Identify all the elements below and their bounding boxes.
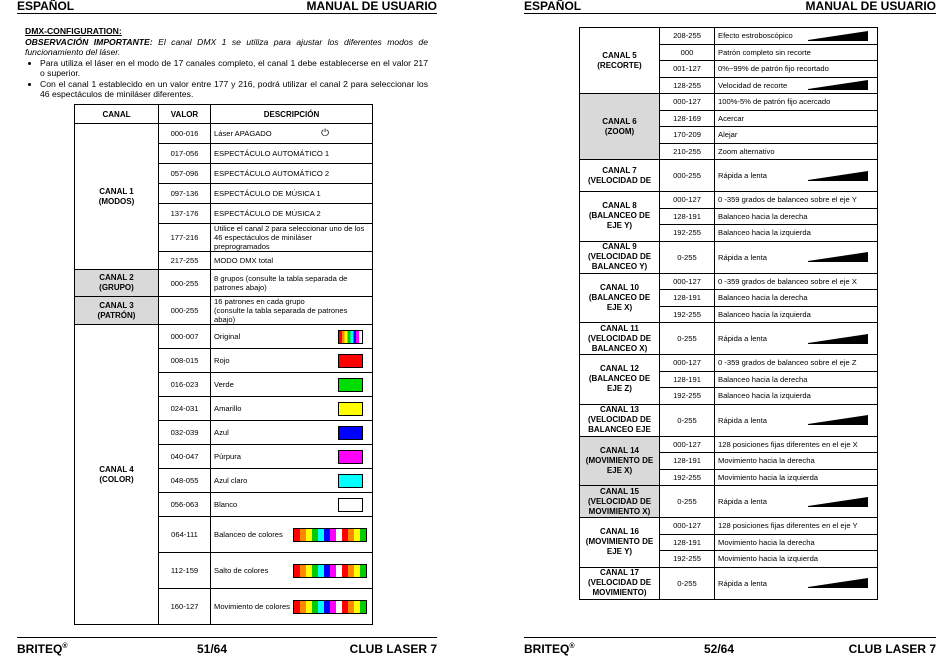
channel-name: CANAL 1 (MODOS) (75, 124, 159, 270)
description (718, 195, 874, 204)
color-swatch-icon (338, 354, 363, 368)
description (718, 375, 874, 384)
dmx-table-left (74, 104, 373, 625)
value-range: 000 (660, 44, 715, 61)
value-range: 192-255 (660, 469, 715, 486)
description (214, 564, 369, 578)
color-swatch-icon (338, 498, 363, 512)
description-cell (211, 204, 373, 224)
value-range: 128-169 (660, 110, 715, 127)
description-text: Balanceo hacia la derecha (718, 211, 808, 221)
description-cell (715, 518, 878, 535)
value-range: 000-127 (660, 355, 715, 372)
important-note (25, 37, 428, 58)
description-cell (715, 77, 878, 94)
description-cell (715, 404, 878, 436)
description-cell (211, 325, 373, 349)
description (718, 130, 874, 139)
description-cell (715, 453, 878, 470)
color-swatch-icon (338, 378, 363, 392)
description (718, 147, 874, 156)
description-cell (211, 252, 373, 270)
description (214, 169, 369, 178)
color-strip-icon (293, 600, 367, 614)
description-text: Verde (214, 380, 234, 389)
description (718, 252, 874, 262)
description (214, 189, 369, 198)
description-cell (211, 184, 373, 204)
value-range: 217-255 (159, 252, 211, 270)
column-header: DESCRIPCIÓN (211, 105, 373, 124)
description-text: Amarillo (214, 404, 242, 413)
speed-ramp-icon (808, 31, 868, 41)
description (718, 456, 874, 465)
value-range: 000-127 (660, 192, 715, 209)
note-label: OBSERVACIÓN IMPORTANTE: (25, 36, 153, 47)
description-text: Rápida a lenta (718, 252, 767, 262)
description-cell (715, 208, 878, 225)
channel-name: CANAL 17 (VELOCIDAD DE MOVIMIENTO) (580, 567, 660, 599)
description-text: Salto de colores (214, 566, 269, 575)
description-cell (211, 270, 373, 297)
channel-name: CANAL 5 (RECORTE) (580, 28, 660, 94)
channel-name: CANAL 15 (VELOCIDAD DE MOVIMIENTO X) (580, 486, 660, 518)
value-range: 000-127 (660, 273, 715, 290)
value-range: 000-007 (159, 325, 211, 349)
value-range: 128-191 (660, 453, 715, 470)
description (718, 228, 874, 237)
description-text: Efecto estroboscópico (718, 31, 793, 41)
value-range: 024-031 (159, 397, 211, 421)
description-text: Azul (214, 428, 229, 437)
description-text: Patrón completo sin recorte (718, 47, 811, 57)
description-text: 128 posiciones fijas diferentes en el eje Y (718, 521, 858, 531)
intro-section (25, 26, 428, 100)
value-range: 000-255 (159, 270, 211, 297)
page-number: 51/64 (197, 642, 228, 656)
value-range: 0-255 (660, 241, 715, 273)
table-row (580, 94, 878, 111)
channel-name: CANAL 6 (ZOOM) (580, 94, 660, 160)
value-range: 128-191 (660, 208, 715, 225)
page-number: 52/64 (704, 642, 735, 656)
description-cell (715, 469, 878, 486)
description (718, 293, 874, 302)
value-range: 192-255 (660, 306, 715, 323)
right-page (524, 0, 936, 654)
value-range: 0-255 (660, 486, 715, 518)
table-row (580, 323, 878, 355)
description-cell (211, 517, 373, 553)
description-text: Rápida a lenta (718, 334, 767, 343)
description (718, 80, 874, 90)
description-text: 8 grupos (consulte la tabla separada de patrones abajo) (214, 274, 348, 292)
description (718, 97, 874, 106)
value-range: 170-209 (660, 127, 715, 144)
description-text: Rápida a lenta (718, 578, 767, 588)
channel-name: CANAL 7 (VELOCIDAD DE (580, 160, 660, 192)
description-text: 0 -359 grados de balanceo sobre el eje X (718, 276, 857, 286)
description (718, 212, 874, 221)
description-cell (715, 61, 878, 78)
page-header (524, 0, 936, 14)
description-cell (715, 28, 878, 45)
table-row (580, 355, 878, 372)
description-cell (211, 164, 373, 184)
color-swatch-icon (338, 426, 363, 440)
value-range: 001-127 (660, 61, 715, 78)
header-title: MANUAL DE USUARIO (805, 0, 936, 13)
color-swatch-icon (338, 402, 363, 416)
description (718, 114, 874, 123)
channel-name: CANAL 2 (GRUPO) (75, 270, 159, 297)
channel-name: CANAL 16 (MOVIMIENTO DE EJE Y) (580, 518, 660, 568)
description-cell (715, 323, 878, 355)
description-text: ESPECTÁCULO DE MÚSICA 2 (214, 209, 321, 218)
description (214, 426, 369, 440)
description-text: Acercar (718, 113, 745, 123)
description (214, 474, 369, 488)
color-strip-icon (293, 528, 367, 542)
description (718, 415, 874, 425)
description-text: Azul claro (214, 476, 248, 485)
channel-name: CANAL 12 (BALANCEO DE EJE Z) (580, 355, 660, 405)
description-cell (715, 486, 878, 518)
header-language: ESPAÑOL (524, 0, 582, 13)
description (214, 450, 369, 464)
speed-ramp-icon (808, 80, 868, 90)
table-row (580, 160, 878, 192)
color-swatch-icon (338, 330, 363, 344)
value-range: 032-039 (159, 421, 211, 445)
description-text: ESPECTÁCULO AUTOMÁTICO 1 (214, 149, 330, 158)
table-row (75, 325, 373, 349)
description-text: Rápida a lenta (718, 497, 767, 506)
left-page (17, 0, 437, 654)
description-cell (715, 127, 878, 144)
column-header: VALOR (159, 105, 211, 124)
description-text: Balanceo hacia la izquierda (718, 309, 811, 319)
registered-mark: ® (569, 643, 575, 650)
value-range: 097-136 (159, 184, 211, 204)
value-range: 016-023 (159, 373, 211, 397)
description-text: Utilice el canal 2 para seleccionar uno de los 46 espectáculos de miniláser preprogramados (214, 224, 365, 251)
description-cell (715, 371, 878, 388)
value-range: 0-255 (660, 404, 715, 436)
channel-name: CANAL 11 (VELOCIDAD DE BALANCEO X) (580, 323, 660, 355)
speed-ramp-icon (808, 252, 868, 262)
description-text: Balanceo hacia la izquierda (718, 391, 811, 401)
speed-ramp-icon (808, 415, 868, 425)
description-cell (715, 192, 878, 209)
value-range: 008-015 (159, 349, 211, 373)
description-text: 16 patrones en cada grupo (consulte la tabla separada de patrones abajo) (214, 297, 348, 324)
description-cell (715, 110, 878, 127)
note-text: El canal DMX 1 se utiliza para ajustar los diferentes modos de funcionamiento del láser. (25, 36, 428, 57)
description-cell (715, 306, 878, 323)
description-text: 0%~99% de patrón fijo recortado (718, 64, 829, 74)
description (718, 334, 874, 344)
value-range: 112-159 (159, 553, 211, 589)
speed-ramp-icon (808, 578, 868, 588)
description-cell (211, 469, 373, 493)
description-text: Velocidad de recorte (718, 80, 788, 90)
description-text: 0 -359 grados de balanceo sobre el eje Y (718, 195, 857, 205)
description-cell (715, 44, 878, 61)
footer-brand: BRITEQ® (17, 642, 68, 656)
color-swatch-icon (338, 474, 363, 488)
value-range: 064-111 (159, 517, 211, 553)
value-range: 000-127 (660, 436, 715, 453)
value-range: 192-255 (660, 388, 715, 405)
description (214, 297, 369, 324)
description-text: Movimiento de colores (214, 602, 290, 611)
table-row (75, 270, 373, 297)
page-footer (524, 637, 936, 655)
description (718, 497, 874, 507)
description-text: Rápida a lenta (718, 415, 767, 425)
value-range: 128-191 (660, 371, 715, 388)
value-range: 0-255 (660, 567, 715, 599)
value-range: 000-127 (660, 94, 715, 111)
description-cell (715, 290, 878, 307)
footer-model: CLUB LASER 7 (848, 642, 936, 656)
description-cell (715, 551, 878, 568)
description-text: Rápida a lenta (718, 171, 767, 180)
table-row (580, 28, 878, 45)
channel-name: CANAL 3 (PATRÓN) (75, 297, 159, 325)
description-cell (715, 94, 878, 111)
description-cell (211, 553, 373, 589)
description-cell (211, 224, 373, 252)
column-header: CANAL (75, 105, 159, 124)
description-text: Movimiento hacia la izquierda (718, 472, 819, 482)
description-cell (211, 445, 373, 469)
description-text: Alejar (718, 130, 738, 140)
description-text: Balanceo hacia la izquierda (718, 228, 811, 238)
speed-ramp-icon (808, 334, 868, 344)
description (214, 354, 369, 368)
page-footer (17, 637, 437, 655)
description (214, 128, 369, 139)
description-cell (715, 241, 878, 273)
description (718, 171, 874, 181)
description (214, 498, 369, 512)
description (718, 578, 874, 588)
description-text: Movimiento hacia la derecha (718, 456, 815, 466)
description-cell (211, 421, 373, 445)
description (718, 64, 874, 73)
table-row (580, 518, 878, 535)
table-header-row (75, 105, 373, 124)
description-text: Movimiento hacia la izquierda (718, 554, 819, 564)
description-cell (211, 297, 373, 325)
value-range: 137-176 (159, 204, 211, 224)
description (214, 149, 369, 158)
description-cell (211, 397, 373, 421)
description (718, 521, 874, 530)
description-cell (715, 160, 878, 192)
power-icon: ⏻ (321, 128, 329, 139)
header-language: ESPAÑOL (17, 0, 75, 13)
notes-list (25, 58, 428, 100)
footer-brand: BRITEQ® (524, 642, 575, 656)
table-row (580, 192, 878, 209)
description (718, 440, 874, 449)
color-strip-icon (293, 564, 367, 578)
description-text: 0 -359 grados de balanceo sobre el eje Z (718, 358, 857, 368)
description (718, 48, 874, 57)
description (718, 538, 874, 547)
value-range: 210-255 (660, 143, 715, 160)
channel-name: CANAL 13 (VELOCIDAD DE BALANCEO EJE (580, 404, 660, 436)
value-range: 128-255 (660, 77, 715, 94)
description-text: Balanceo de colores (214, 530, 283, 539)
table-row (580, 241, 878, 273)
color-swatch-icon (338, 450, 363, 464)
description (718, 391, 874, 400)
value-range: 128-191 (660, 290, 715, 307)
value-range: 128-191 (660, 534, 715, 551)
table-row (580, 404, 878, 436)
description-text: Púrpura (214, 452, 242, 461)
description (718, 31, 874, 41)
description (718, 554, 874, 563)
value-range: 056-063 (159, 493, 211, 517)
description-text: ESPECTÁCULO AUTOMÁTICO 2 (214, 169, 330, 178)
channel-name: CANAL 14 (MOVIMIENTO DE EJE X) (580, 436, 660, 486)
description-text: Balanceo hacia la derecha (718, 293, 808, 303)
description (214, 224, 369, 251)
description-text: Zoom alternativo (718, 146, 775, 156)
description-cell (211, 493, 373, 517)
description-cell (715, 567, 878, 599)
description-text: Movimiento hacia la derecha (718, 537, 815, 547)
value-range: 000-255 (660, 160, 715, 192)
section-title: DMX-CONFIGURATION: (25, 26, 122, 36)
description-cell (211, 349, 373, 373)
value-range: 177-216 (159, 224, 211, 252)
description-text: Blanco (214, 500, 238, 509)
description (214, 600, 369, 614)
description-cell (715, 355, 878, 372)
value-range: 057-096 (159, 164, 211, 184)
table-row (75, 297, 373, 325)
description-cell (715, 225, 878, 242)
registered-mark: ® (62, 643, 68, 650)
description (718, 310, 874, 319)
description (718, 473, 874, 482)
value-range: 160-127 (159, 589, 211, 625)
value-range: 017-056 (159, 144, 211, 164)
description-cell (715, 436, 878, 453)
value-range: 000-127 (660, 518, 715, 535)
value-range: 192-255 (660, 225, 715, 242)
description (214, 402, 369, 416)
speed-ramp-icon (808, 497, 868, 507)
list-item: • Para utiliza el láser en el modo de 17 canales completo, el canal 1 debe establecerse en el valor 217 o superior. (40, 58, 428, 79)
description-cell (211, 144, 373, 164)
description (214, 209, 369, 218)
description-cell (715, 388, 878, 405)
channel-name: CANAL 9 (VELOCIDAD DE BALANCEO Y) (580, 241, 660, 273)
description (718, 277, 874, 286)
description (214, 330, 369, 344)
description-text: Láser APAGADO (214, 129, 272, 138)
value-range: 000-255 (159, 297, 211, 325)
description-text: Rojo (214, 356, 230, 365)
table-row (580, 486, 878, 518)
footer-model: CLUB LASER 7 (349, 642, 437, 656)
description-cell (211, 124, 373, 144)
channel-name: CANAL 4 (COLOR) (75, 325, 159, 625)
table-row (580, 436, 878, 453)
value-range: 040-047 (159, 445, 211, 469)
description-text: 128 posiciones fijas diferentes en el eje X (718, 439, 858, 449)
description-cell (715, 534, 878, 551)
value-range: 192-255 (660, 551, 715, 568)
list-item: • Con el canal 1 establecido en un valor entre 177 y 216, podrá utilizar el canal 2 para seleccionar los 46 espectáculos de miniláser diferentes. (40, 79, 428, 100)
description-text: Original (214, 332, 241, 341)
description (214, 274, 369, 292)
description-cell (211, 373, 373, 397)
description-text: ESPECTÁCULO DE MÚSICA 1 (214, 189, 321, 198)
dmx-table-right (579, 27, 878, 600)
description-text: Balanceo hacia la derecha (718, 374, 808, 384)
description-text: 100%-5% de patrón fijo acercado (718, 97, 831, 107)
description-cell (211, 589, 373, 625)
value-range: 0-255 (660, 323, 715, 355)
value-range: 208-255 (660, 28, 715, 45)
table-row (580, 567, 878, 599)
value-range: 000-016 (159, 124, 211, 144)
description (718, 358, 874, 367)
table-row (75, 124, 373, 144)
channel-name: CANAL 8 (BALANCEO DE EJE Y) (580, 192, 660, 242)
page-header (17, 0, 437, 14)
description (214, 378, 369, 392)
header-title: MANUAL DE USUARIO (306, 0, 437, 13)
channel-name: CANAL 10 (BALANCEO DE EJE X) (580, 273, 660, 323)
speed-ramp-icon (808, 171, 868, 181)
description (214, 528, 369, 542)
table-row (580, 273, 878, 290)
description-cell (715, 143, 878, 160)
description-text: MODO DMX total (214, 256, 274, 265)
value-range: 048-055 (159, 469, 211, 493)
description-cell (715, 273, 878, 290)
description (214, 256, 369, 265)
